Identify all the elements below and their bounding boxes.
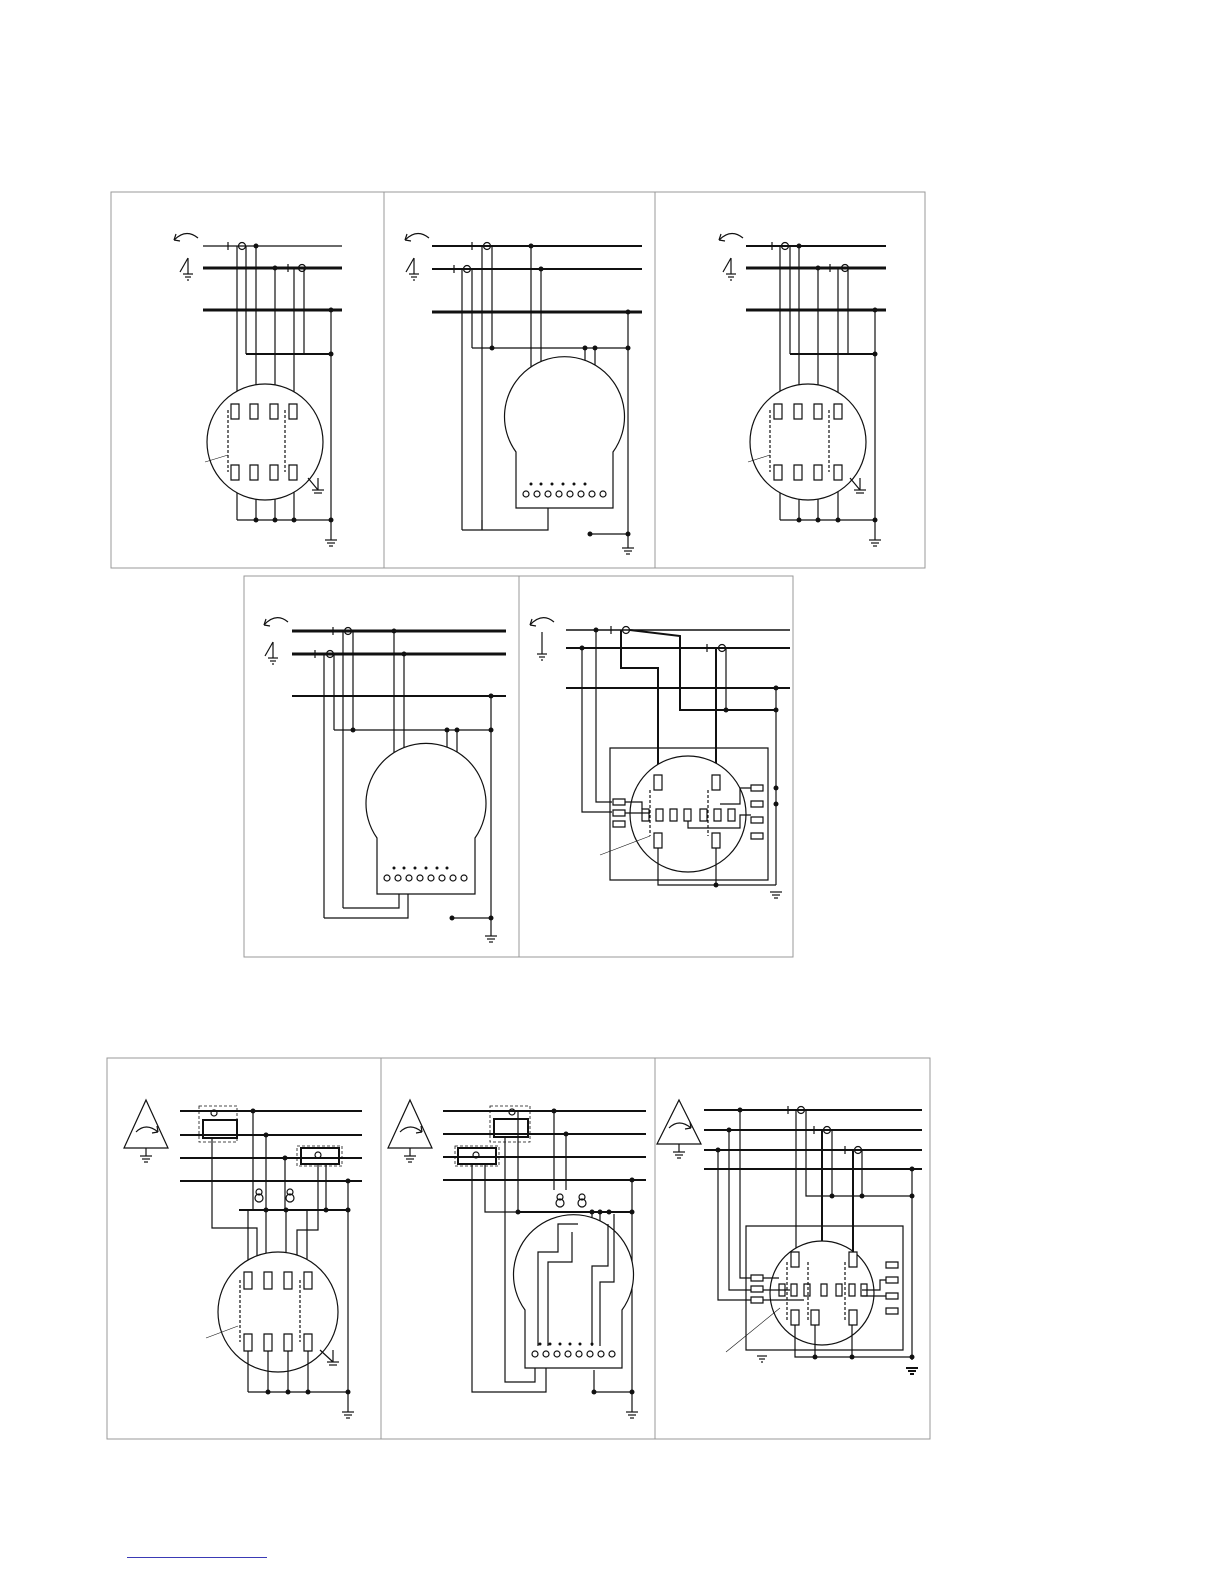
ground-icon (726, 274, 736, 280)
rotation-arrow-icon (405, 233, 429, 274)
ground-icon (770, 892, 782, 898)
a-base-meter (505, 357, 625, 508)
meter-socket (207, 384, 323, 500)
current-transformer-icon (255, 1189, 294, 1202)
ground-icon (404, 1156, 416, 1162)
ground-icon (320, 1350, 339, 1365)
ground-icon (409, 274, 419, 280)
ground-icon (622, 548, 634, 554)
delta-triangle-icon (657, 1100, 701, 1152)
ground-icon (626, 1412, 638, 1418)
ground-icon (342, 1412, 354, 1418)
ground-icon (906, 1368, 918, 1374)
row-3 (107, 1058, 930, 1439)
delta-triangle-icon (388, 1100, 432, 1156)
panel-socket-3element (174, 233, 342, 546)
ground-icon (268, 658, 278, 664)
rotation-arrow-icon (174, 233, 198, 274)
panel-a-base-2ct (264, 618, 506, 942)
panel-a-base-delta-ct (388, 1100, 646, 1418)
footer-link-rule (127, 1557, 267, 1558)
ground-icon (485, 936, 497, 942)
ground-icon (140, 1156, 152, 1162)
panel-switchboard-2element (530, 618, 790, 898)
panel-socket-3element-b (719, 233, 886, 546)
rotation-arrow-icon (530, 618, 554, 654)
current-transformer-icon (556, 1194, 586, 1207)
row-1 (111, 192, 925, 568)
panel-a-base-3wire (405, 233, 642, 554)
ground-icon (850, 478, 866, 493)
ground-icon (325, 540, 337, 546)
row-2 (244, 576, 793, 957)
ground-icon (757, 1356, 767, 1362)
ground-icon (869, 540, 881, 546)
panel-switchboard-3element (657, 1100, 922, 1374)
rotation-arrow-icon (719, 233, 743, 274)
rotation-arrow-icon (264, 618, 288, 658)
ground-icon (183, 274, 193, 280)
ground-icon (673, 1152, 685, 1158)
delta-triangle-icon (124, 1100, 168, 1156)
panel-socket-delta-ct (124, 1100, 362, 1418)
ground-icon (537, 654, 547, 660)
ground-icon (308, 478, 324, 493)
